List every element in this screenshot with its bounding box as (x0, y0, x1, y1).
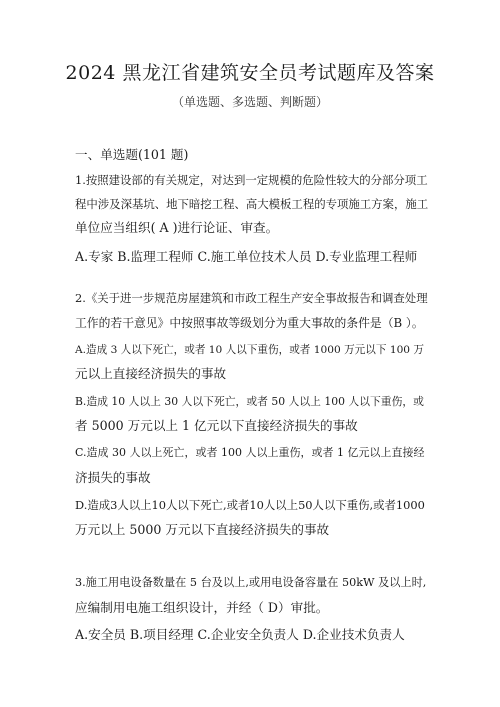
document-subtitle: （单选题、多选题、判断题） (171, 95, 328, 109)
question-1-line-2: 程中涉及深基坑、地下暗挖工程、高大模板工程的专项施工方案，施工 (75, 197, 429, 211)
question-3-line-2: 应编制用电施工组织设计，并经（ D）审批。 (75, 600, 329, 615)
question-2-option-a-line-2: 元以上直接经济损失的事故 (75, 366, 227, 381)
question-2-option-c-line-2: 济损失的事故 (75, 470, 151, 485)
question-2-option-b-line-1: B.造成 10 人以上 30 人以下死亡，或者 50 人以上 100 人以下重伤，或 (75, 395, 424, 408)
question-1-line-1: 1.按照建设部的有关规定，对达到一定规模的危险性较大的分部分项工 (75, 173, 428, 187)
question-1-line-3: 单位应当组织( A )进行论证、审查。 (75, 220, 279, 235)
question-2-option-d-line-2: 万元以上 5000 万元以下直接经济损失的事故 (75, 522, 330, 537)
question-2-option-d-line-1: D.造成3人以上10人以下死亡,或者10人以上50人以下重伤,或者1000 (75, 498, 425, 512)
question-1-options: A.专家 B.监理工程师 C.施工单位技术人员 D.专业监理工程师 (75, 249, 418, 264)
question-2-option-a-line-1: A.造成 3 人以下死亡，或者 10 人以下重伤，或者 1000 万元以下 100 万 (75, 344, 425, 356)
question-3-options: A.安全员 B.项目经理 C.企业安全负责人 D.企业技术负责人 (75, 627, 405, 642)
question-2-line-1: 2.《关于进一步规范房屋建筑和市政工程生产安全事故报告和调查处理 (75, 291, 428, 305)
question-2-option-b-line-2: 者 5000 万元以上 1 亿元以下直接经济损失的事故 (75, 418, 358, 433)
section-heading: 一、单选题(101 题) (75, 147, 189, 162)
document-title: 2024 黑龙江省建筑安全员考试题库及答案 (65, 62, 435, 84)
question-2-line-2: 工作的若干意见》中按照事故等级划分为重大事故的条件是（B ）。 (75, 316, 424, 330)
question-3-line-1: 3.施工用电设备数量在 5 台及以上,或用电设备容量在 50kW 及以上时, (75, 576, 427, 589)
question-2-option-c-line-1: C.造成 30 人以上死亡，或者 100 人以上重伤，或者 1 亿元以上直接经 (75, 446, 425, 459)
